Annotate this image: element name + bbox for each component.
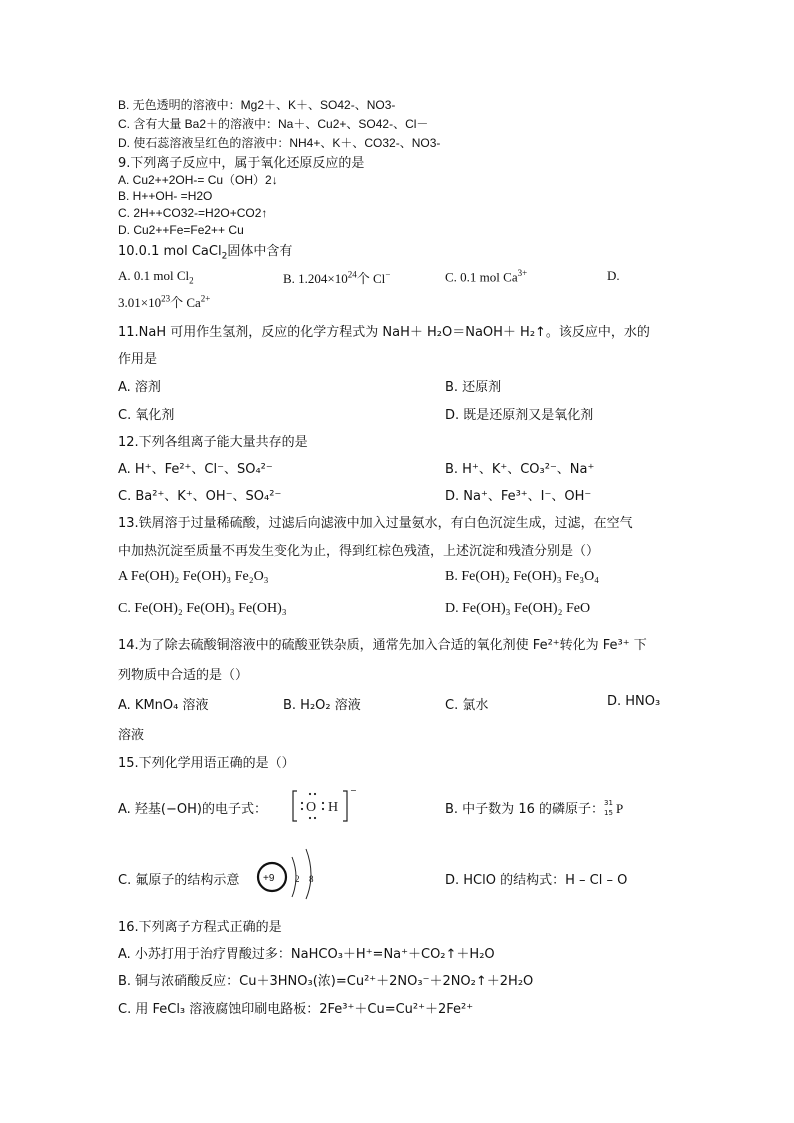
q8-option-b: B. 无色透明的溶液中：Mg2＋、K＋、SO42-、NO3- — [118, 98, 396, 112]
q9-option-d: D. Cu2++Fe=Fe2++ Cu — [118, 223, 244, 237]
q16-option-a: A. 小苏打用于治疗胃酸过多：NaHCO₃＋H⁺=Na⁺＋CO₂↑＋H₂O — [118, 947, 495, 962]
q9-option-c: C. 2H++CO32-=H2O+CO2↑ — [118, 206, 268, 220]
q14-stem-cont: 列物质中合适的是（） — [118, 668, 249, 683]
q10-option-c: C. 0.1 mol $Ca^{3+}$ — [445, 268, 528, 285]
q14-option-d: D. HNO₃ — [607, 694, 661, 709]
q11-option-b: B. 还原剂 — [445, 380, 502, 395]
q8-option-d: D. 使石蕊溶液呈红色的溶液中：NH4+、K＋、CO32-、NO3- — [118, 136, 441, 150]
q14-stem: 14.为了除去硫酸铜溶液中的硫酸亚铁杂质，通常先加入合适的氧化剂使 Fe²⁺转化为 Fe³⁺ 下 — [118, 638, 647, 653]
q15-option-b: B. 中子数为 16 的磷原子： 31 15 P — [445, 798, 624, 817]
q9-option-a: A. Cu2++2OH-= Cu（OH）2↓ — [118, 173, 278, 187]
q13-option-d: D. Fe(OH)₃ Fe(OH)₂ FeO — [445, 601, 591, 616]
q11-option-d: D. 既是还原剂又是氧化剂 — [445, 408, 594, 423]
q12-option-a: A. H⁺、Fe²⁺、Cl⁻、SO₄²⁻ — [118, 462, 273, 477]
q14-option-b: B. H₂O₂ 溶液 — [283, 698, 361, 713]
q12-option-d: D. Na⁺、Fe³⁺、I⁻、OH⁻ — [445, 489, 592, 504]
hydroxyl-lewis-structure — [291, 786, 357, 825]
q16-option-b: B. 铜与浓硝酸反应：Cu＋3HNO₃(浓)=Cu²⁺＋2NO₃⁻＋2NO₂↑＋2H₂O — [118, 974, 534, 989]
q15-stem: 15.下列化学用语正确的是（） — [118, 756, 295, 771]
q11-option-a: A. 溶剂 — [118, 380, 161, 395]
q13-stem-cont: 中加热沉淀至质量不再发生变化为止，得到红棕色残渣，上述沉淀和残渣分别是（） — [118, 544, 600, 559]
q16-stem: 16.下列离子方程式正确的是 — [118, 920, 282, 935]
q10-option-d-cont: $3.01\times 10^{23}$个 $Ca^{2+}$ — [118, 293, 211, 310]
q13-option-c: C. Fe(OH)₂ Fe(OH)₃ Fe(OH)₃ — [118, 601, 287, 616]
q13-option-a: A Fe(OH)₂ Fe(OH)₃ Fe₂O₃ — [118, 569, 269, 584]
q12-option-b: B. H⁺、K⁺、CO₃²⁻、Na⁺ — [445, 462, 595, 477]
q15-option-a: A. 羟基(−OH)的电子式： — [118, 802, 267, 817]
q12-option-c: C. Ba²⁺、K⁺、OH⁻、SO₄²⁻ — [118, 489, 282, 504]
q14-option-a: A. KMnO₄ 溶液 — [118, 698, 209, 713]
q14-option-c: C. 氯水 — [445, 698, 489, 713]
q11-stem: 11.NaH 可用作生氢剂，反应的化学方程式为 NaH＋ H₂O＝NaOH＋ H₂↑。该反应中，水的 — [118, 325, 650, 340]
q12-stem: 12.下列各组离子能大量共存的是 — [118, 435, 308, 450]
lewis-oxygen: O — [306, 800, 317, 815]
q9-stem: 9.下列离子反应中，属于氧化还原反应的是 — [118, 156, 365, 171]
q16-option-c: C. 用 FeCl₃ 溶液腐蚀印刷电路板：2Fe³⁺＋Cu=Cu²⁺＋2Fe²⁺ — [118, 1002, 474, 1017]
q15-option-c: C. 氟原子的结构示意 — [118, 873, 240, 888]
q11-option-c: C. 氧化剂 — [118, 408, 175, 423]
q11-stem-cont: 作用是 — [118, 352, 158, 367]
q8-option-c: C. 含有大量 Ba2＋的溶液中：Na＋、Cu2+、SO42-、Cl－ — [118, 117, 429, 131]
q14-option-d-cont: 溶液 — [118, 728, 145, 743]
q10-stem: 10.0.1 mol CaCl$_2$固体中含有 — [118, 244, 293, 262]
svg-text:−: − — [350, 786, 357, 795]
atom-nucleus: +9 — [263, 873, 275, 884]
q10-option-b: B. $1.204\times 10^{24}$个 Cl− — [283, 269, 391, 286]
q10-option-d: D. — [607, 268, 620, 283]
atom-shell-1: 2 — [295, 874, 300, 884]
fluorine-atom-structure-diagram — [254, 847, 324, 897]
q10-option-a: A. 0.1 mol $Cl_2$ — [118, 268, 194, 286]
q9-option-b: B. H++OH- =H2O — [118, 189, 213, 203]
atom-shell-2: 8 — [309, 874, 314, 884]
q13-option-b: B. Fe(OH)₂ Fe(OH)₃ Fe₃O₄ — [445, 569, 600, 584]
lewis-hydrogen: H — [328, 800, 339, 815]
q15-option-d: D. HClO 的结构式：H – Cl – O — [445, 873, 628, 888]
q13-stem: 13.铁屑溶于过量稀硫酸，过滤后向滤液中加入过量氨水，有白色沉淀生成，过滤，在空气 — [118, 516, 633, 531]
